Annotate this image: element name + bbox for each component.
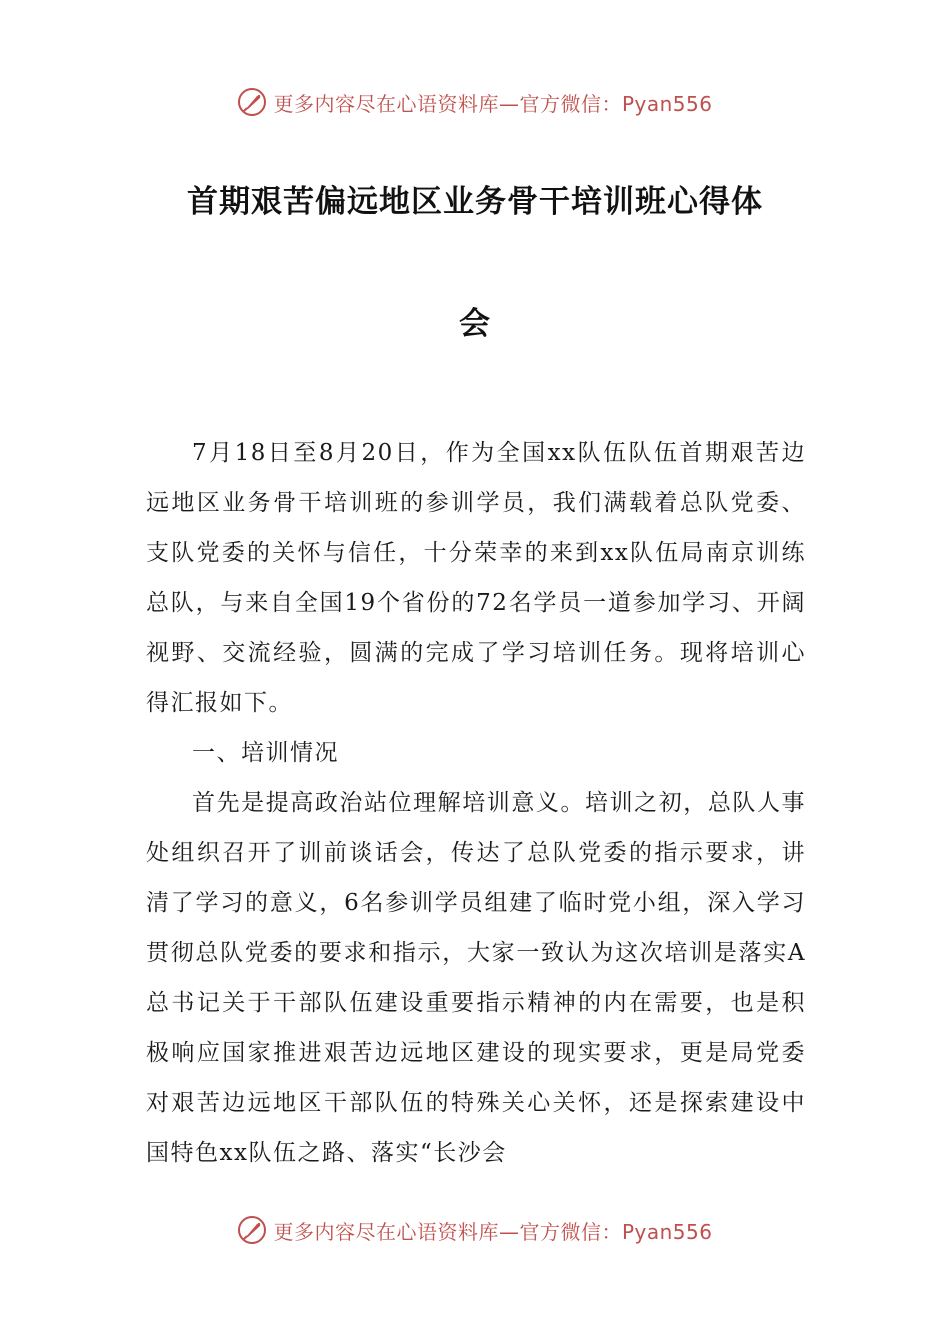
quill-logo-icon	[237, 1215, 267, 1245]
document-title-line-1: 首期艰苦偏远地区业务骨干培训班心得体	[187, 184, 763, 220]
header-banner-text: 更多内容尽在心语资料库—官方微信：Pyan556	[273, 91, 713, 116]
body-paragraph-political: 首先是提高政治站位理解培训意义。培训之初，总队人事处组织召开了训前谈话会，传达了总队党委的指示要求，讲清了学习的意义，6名参训学员组建了临时党小组，深入学习贯彻总队党委的要求和指示，大家一致认为这次培训是落实A总书记关于干部队伍建设重要指示精神的内在需要，也是积极响应国家推进艰苦边远地区建设的现实要求，更是局党委对艰苦边远地区干部队伍的特殊关心关怀，还是探索建设中国特色xx队伍之路、落实“长沙会	[146, 790, 806, 1166]
section-heading-training: 一、培训情况	[192, 740, 339, 766]
document-body	[146, 428, 806, 1178]
footer-banner-text: 更多内容尽在心语资料库—官方微信：Pyan556	[273, 1219, 713, 1244]
document-title-line-2: 会	[459, 306, 491, 342]
header-watermark-banner	[0, 82, 950, 122]
body-paragraph-intro: 7月18日至8月20日，作为全国xx队伍队伍首期艰苦边远地区业务骨干培训班的参训学员，我们满载着总队党委、支队党委的关怀与信任，十分荣幸的来到xx队伍局南京训练总队，与来自全国19个省份的72名学员一道参加学习、开阔视野、交流经验，圆满的完成了学习培训任务。现将培训心得汇报如下。	[146, 440, 806, 716]
quill-logo-icon	[237, 87, 267, 117]
footer-watermark-banner	[0, 1210, 950, 1250]
